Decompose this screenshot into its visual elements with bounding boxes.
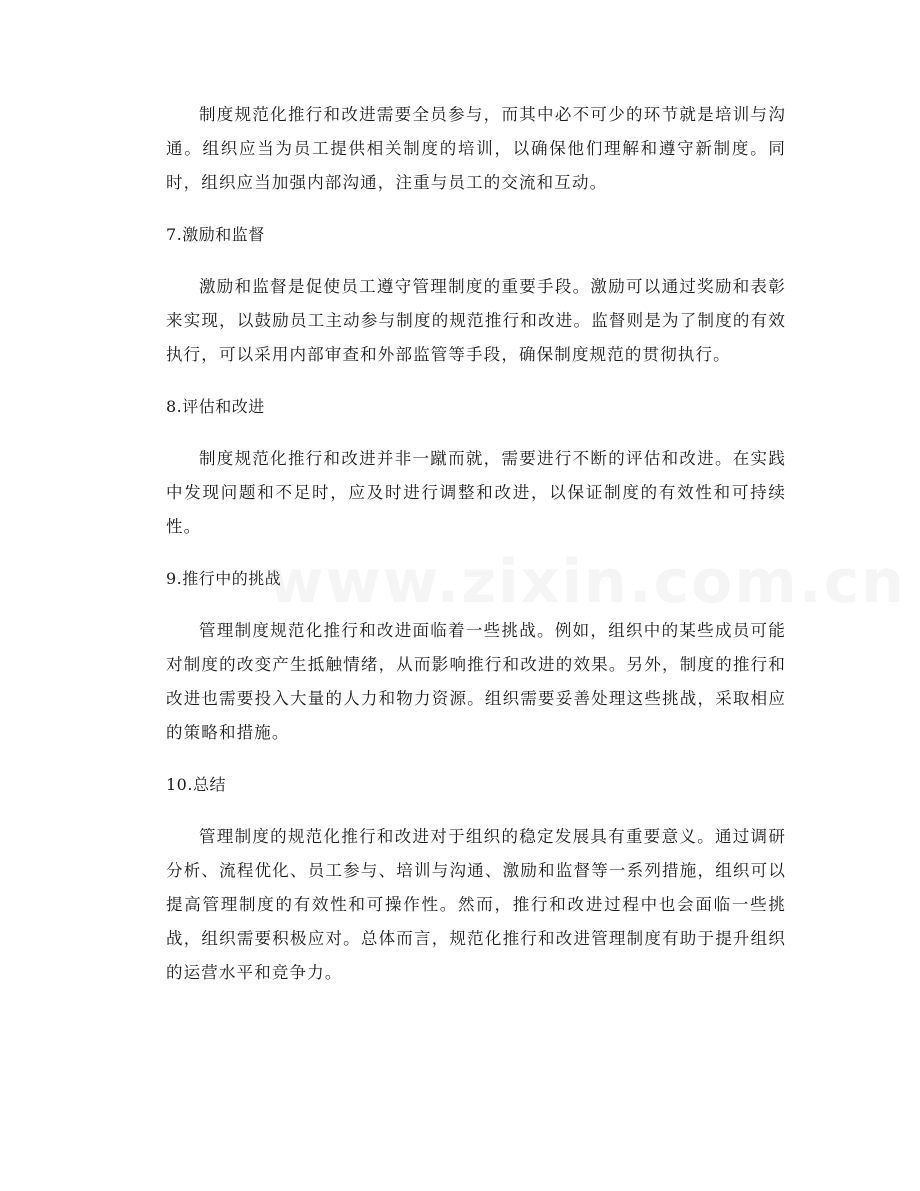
watermark: www.zixin.com.cn [268,547,906,617]
document-body [166,98,786,1008]
heading-challenges: 9.推行中的挑战 [166,569,282,588]
heading-summary: 10.总结 [166,775,226,794]
paragraph-summary: 管理制度的规范化推行和改进对于组织的稳定发展具有重要意义。通过调研分析、流程优化、员工参与、培训与沟通、激励和监督等一系列措施，组织可以提高管理制度的有效性和可操作性。然而，推行和改进过程中也会面临一些挑战，组织需要积极应对。总体而言，规范化推行和改进管理制度有助于提升组织的运营水平和竞争力。 [166,827,786,982]
paragraph-training-communication: 制度规范化推行和改进需要全员参与，而其中必不可少的环节就是培训与沟通。组织应当为员工提供相关制度的培训，以确保他们理解和遵守新制度。同时，组织应当加强内部沟通，注重与员工的交流和互动。 [166,105,786,192]
heading-incentive-supervision: 7.激励和监督 [166,225,265,244]
paragraph-evaluation-improvement: 制度规范化推行和改进并非一蹴而就，需要进行不断的评估和改进。在实践中发现问题和不足时，应及时进行调整和改进，以保证制度的有效性和可持续性。 [166,449,786,536]
heading-evaluation-improvement: 8.评估和改进 [166,397,265,416]
paragraph-challenges: 管理制度规范化推行和改进面临着一些挑战。例如，组织中的某些成员可能对制度的改变产生抵触情绪，从而影响推行和改进的效果。另外，制度的推行和改进也需要投入大量的人力和物力资源。组织需要妥善处理这些挑战，采取相应的策略和措施。 [166,621,786,742]
paragraph-incentive-supervision: 激励和监督是促使员工遵守管理制度的重要手段。激励可以通过奖励和表彰来实现，以鼓励员工主动参与制度的规范推行和改进。监督则是为了制度的有效执行，可以采用内部审查和外部监管等手段，确保制度规范的贯彻执行。 [166,277,786,364]
